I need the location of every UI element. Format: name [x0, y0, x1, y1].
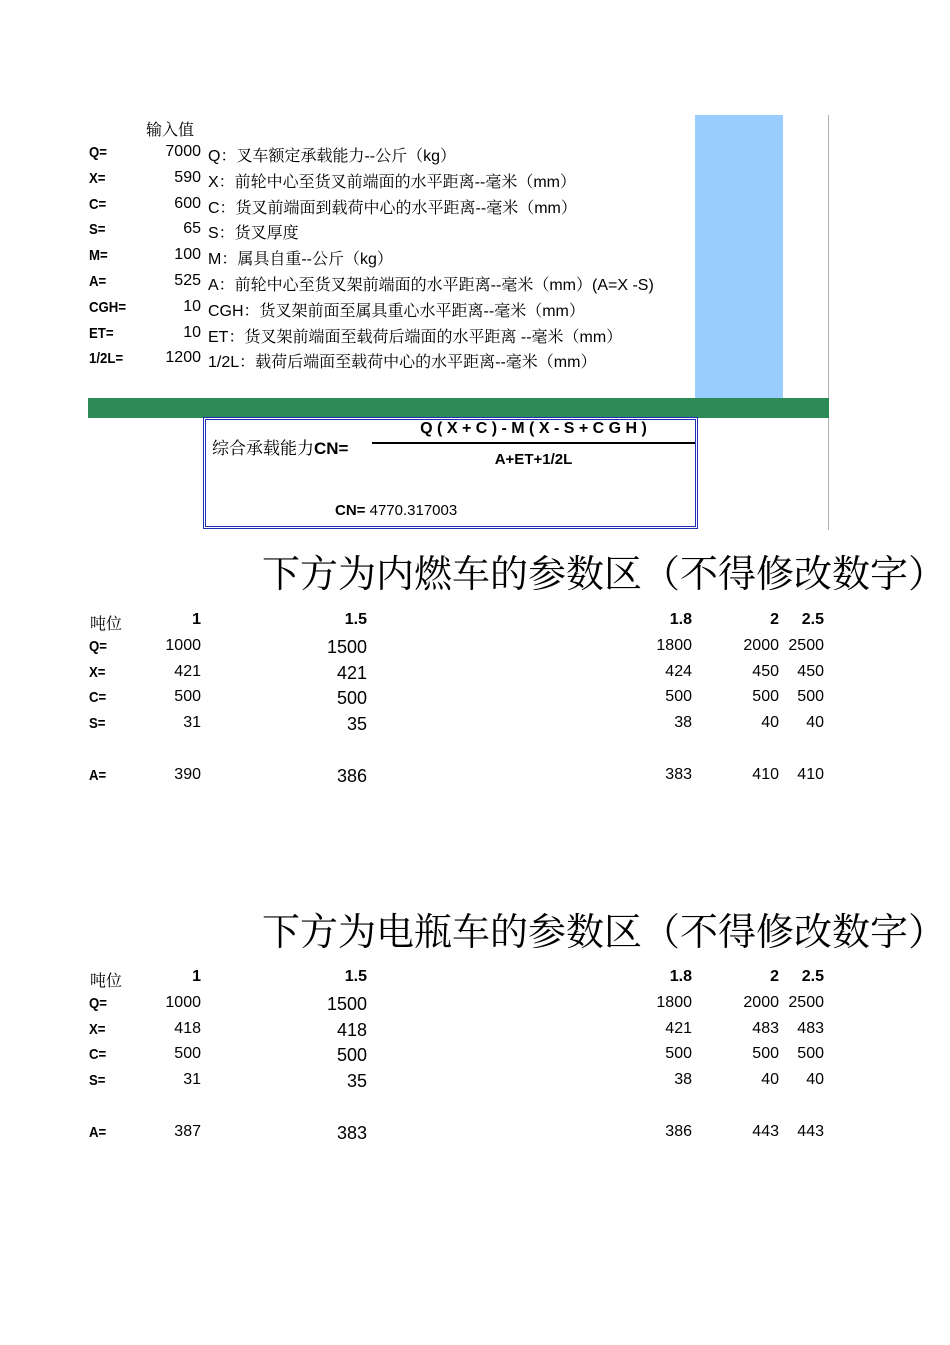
param-cell: 410: [752, 765, 779, 783]
input-description: X：前轮中心至货叉前端面的水平距离--毫米（mm）: [208, 173, 576, 191]
param-cell: 500: [665, 688, 692, 706]
tonnage-header: 1.8: [669, 611, 692, 628]
param-cell: 483: [752, 1019, 779, 1037]
input-label: A=: [89, 273, 107, 290]
param-cell: 410: [797, 765, 824, 783]
param-label: C=: [89, 689, 107, 707]
param-cell: 500: [665, 1045, 692, 1063]
param-cell: 450: [752, 662, 779, 680]
input-label: 1/2L=: [89, 350, 124, 368]
param-cell: 31: [183, 714, 201, 732]
param-cell: 40: [761, 1071, 779, 1089]
param-cell: 424: [665, 662, 692, 680]
param-cell: 390: [174, 765, 201, 783]
formula-numerator: Q ( X + C ) - M ( X - S + C G H ): [420, 420, 647, 437]
param-cell: 40: [806, 714, 824, 732]
input-label: M=: [89, 247, 108, 265]
param-cell: 35: [346, 1071, 367, 1092]
param-cell: 386: [665, 1122, 692, 1140]
param-cell: 443: [752, 1122, 779, 1140]
input-description: ET：货叉架前端面至载荷后端面的水平距离 --毫米（mm）: [208, 328, 623, 346]
input-value: 100: [174, 246, 201, 264]
param-cell: 1800: [656, 636, 692, 654]
fraction-line: [372, 442, 695, 444]
param-cell: 2500: [788, 636, 824, 654]
tonnage-header: 2.5: [801, 968, 824, 985]
tonnage-header: 1: [192, 968, 201, 985]
param-cell: 40: [761, 714, 779, 732]
result-value: 4770.317003: [369, 502, 458, 519]
param-cell: 500: [797, 1045, 824, 1063]
input-label: C=: [89, 195, 107, 213]
param-cell: 1500: [326, 636, 367, 657]
param-cell: 383: [336, 1122, 367, 1143]
param-cell: 421: [665, 1019, 692, 1037]
param-cell: 2500: [788, 993, 824, 1011]
result-label: CN=: [335, 502, 366, 519]
input-description: CGH：货叉架前面至属具重心水平距离--毫米（mm）: [208, 302, 585, 320]
input-description: S：货叉厚度: [208, 225, 299, 243]
input-value: 65: [183, 220, 201, 238]
formula-denominator: A+ET+1/2L: [494, 451, 573, 468]
param-cell: 500: [174, 688, 201, 706]
highlight-column: [695, 115, 783, 398]
section-separator-bar: [88, 398, 829, 418]
param-cell: 500: [174, 1045, 201, 1063]
input-label: X=: [89, 169, 106, 187]
tonnage-header-label: 吨位: [90, 973, 123, 990]
param-cell: 1500: [326, 993, 367, 1014]
formula-label: [212, 434, 348, 459]
param-label: X=: [89, 663, 106, 681]
param-cell: 450: [797, 662, 824, 680]
input-label: S=: [89, 221, 106, 239]
formula-label-text: 综合承载能力: [212, 439, 314, 458]
param-label: A=: [89, 1123, 107, 1141]
param-cell: 2000: [743, 636, 779, 654]
input-description: C：货叉前端面到载荷中心的水平距离--毫米（mm）: [208, 199, 577, 217]
param-cell: 40: [806, 1071, 824, 1089]
tonnage-header: 2.5: [801, 611, 824, 628]
param-cell: 418: [174, 1019, 201, 1037]
formula-result: [335, 502, 457, 519]
param-cell: 38: [674, 1071, 692, 1089]
tonnage-header-label: 吨位: [90, 616, 123, 633]
param-cell: 1000: [165, 636, 201, 654]
input-label: ET=: [89, 324, 114, 342]
input-label: Q=: [89, 144, 107, 161]
param-cell: 386: [336, 765, 367, 786]
input-description: Q：叉车额定承载能力--公斤（kg）: [208, 148, 457, 165]
formula-label-cn: CN=: [314, 439, 349, 458]
param-cell: 387: [174, 1122, 201, 1140]
param-cell: 383: [665, 765, 692, 783]
param-cell: 418: [336, 1019, 367, 1040]
param-label: Q=: [89, 994, 107, 1012]
tonnage-header: 1: [192, 611, 201, 628]
param-cell: 421: [336, 662, 367, 683]
input-description: 1/2L：载荷后端面至载荷中心的水平距离--毫米（mm）: [208, 354, 597, 372]
input-value: 1200: [165, 349, 201, 367]
column-divider: [828, 115, 829, 530]
param-cell: 443: [797, 1122, 824, 1140]
combustion-title: 下方为内燃车的参数区（不得修改数字）: [262, 552, 947, 596]
param-label: Q=: [89, 637, 107, 655]
tonnage-header: 2: [770, 968, 779, 985]
input-header: 输入值: [146, 122, 195, 139]
param-cell: 1000: [165, 993, 201, 1011]
input-description: A：前轮中心至货叉架前端面的水平距离--毫米（mm）(A=X -S): [208, 277, 654, 294]
param-label: A=: [89, 766, 107, 784]
param-label: S=: [89, 1072, 106, 1090]
input-description: M：属具自重--公斤（kg）: [208, 251, 393, 269]
tonnage-header: 1.8: [669, 968, 692, 985]
param-label: X=: [89, 1020, 106, 1038]
input-value: 525: [174, 272, 201, 289]
param-cell: 31: [183, 1071, 201, 1089]
param-cell: 500: [336, 1045, 367, 1066]
input-value: 600: [174, 194, 201, 212]
input-value: 10: [183, 297, 201, 315]
param-cell: 421: [174, 662, 201, 680]
param-cell: 500: [752, 1045, 779, 1063]
param-cell: 2000: [743, 993, 779, 1011]
param-label: C=: [89, 1046, 107, 1064]
param-cell: 1800: [656, 993, 692, 1011]
param-cell: 500: [797, 688, 824, 706]
input-value: 7000: [165, 143, 201, 160]
param-cell: 35: [346, 714, 367, 735]
input-value: 10: [183, 323, 201, 341]
param-cell: 500: [336, 688, 367, 709]
tonnage-header: 1.5: [344, 611, 367, 628]
input-label: CGH=: [89, 298, 127, 316]
input-value: 590: [174, 168, 201, 186]
electric-title: 下方为电瓶车的参数区（不得修改数字）: [262, 910, 947, 954]
param-cell: 483: [797, 1019, 824, 1037]
param-cell: 500: [752, 688, 779, 706]
tonnage-header: 2: [770, 611, 779, 628]
param-cell: 38: [674, 714, 692, 732]
tonnage-header: 1.5: [344, 968, 367, 985]
param-label: S=: [89, 715, 106, 733]
